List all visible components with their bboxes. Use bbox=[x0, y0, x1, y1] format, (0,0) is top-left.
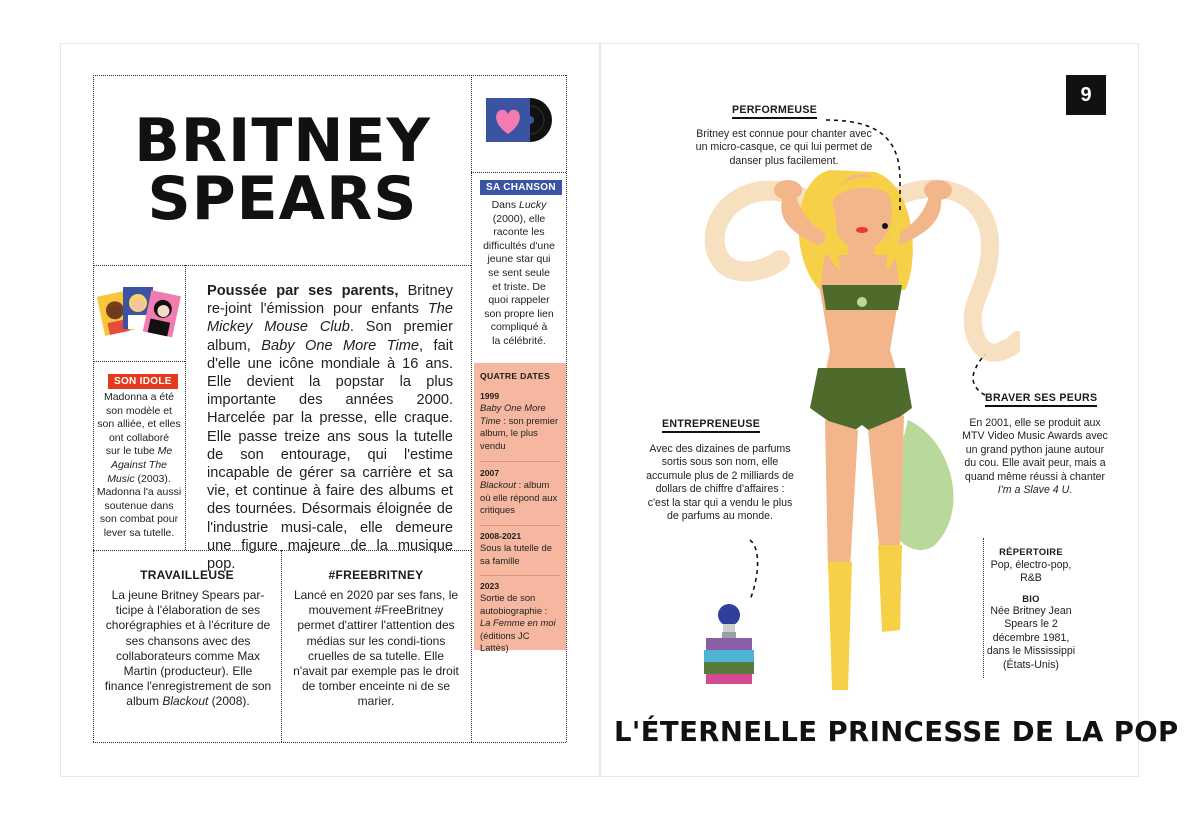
grid-line bbox=[93, 265, 471, 266]
grid-line bbox=[471, 75, 472, 742]
title-line-1: BRITNEY bbox=[134, 106, 431, 176]
quatre-dates-header: QUATRE DATES bbox=[480, 371, 551, 381]
title-line-2: SPEARS bbox=[147, 164, 418, 234]
performeuse-title: PERFORMEUSE bbox=[732, 104, 817, 119]
date-item: 2008-2021 Sous la tutelle de sa famille bbox=[480, 531, 552, 566]
callout-connectors bbox=[600, 100, 1140, 620]
date-separator bbox=[480, 525, 560, 526]
repertoire-text: Pop, électro-pop, R&B bbox=[990, 559, 1072, 585]
bio-text: Née Britney Jean Spears le 2 décembre 1981, dans le Mississippi (États-Unis) bbox=[986, 605, 1076, 671]
headline: L'ÉTERNELLE PRINCESSE DE LA POP bbox=[614, 716, 1179, 748]
entrepreneuse-title: ENTREPRENEUSE bbox=[662, 418, 760, 433]
heart-record-icon bbox=[485, 96, 557, 146]
date-item: 2007 Blackout : album où elle répond aux critiques bbox=[480, 468, 558, 516]
braver-ses-peurs-title: BRAVER SES PEURS bbox=[985, 392, 1097, 407]
quatre-dates-box bbox=[474, 363, 566, 654]
performeuse-text: Britney est connue pour chanter avec un micro-casque, ce qui lui permet de danser plus facilement. bbox=[695, 128, 873, 167]
entrepreneuse-text: Avec des dizaines de parfums sortis sous son nom, elle accumule plus de 2 milliards de dollars de chiffre d'affaires : c'est la star qui a vendu le plus de parfums au monde. bbox=[646, 443, 794, 523]
bio-divider bbox=[983, 538, 984, 678]
page-title bbox=[95, 106, 470, 234]
grid-line bbox=[93, 361, 185, 362]
date-item: 2023 Sortie de son autobiographie : La Femme en moi (éditions JC Lattès) bbox=[480, 581, 556, 654]
date-separator bbox=[480, 575, 560, 576]
grid-line bbox=[93, 742, 566, 743]
grid-line bbox=[281, 550, 282, 742]
sa-chanson-label: SA CHANSON bbox=[480, 180, 562, 195]
braver-ses-peurs-text: En 2001, elle se produit aux MTV Video Music Awards avec un grand python jaune autour du cou. Elle avait peur, mais a quand même réussi à chanter I'm a Slave 4 U. bbox=[962, 417, 1108, 497]
grid-line bbox=[93, 75, 94, 742]
date-item: 1999 Baby One More Time : son premier album, le plus vendu bbox=[480, 391, 559, 451]
repertoire-title: RÉPERTOIRE bbox=[999, 546, 1063, 557]
main-biography-text: Poussée par ses parents, Britney re-joint l'émission pour enfants The Mickey Mouse Club. Son premier album, Baby One More Time, fait d'elle une icône mondiale à 16 ans. Elle devient la popstar la plus importante des années 2000. Harcelée par la presse, elle craque. Elle passe treize ans sous la tutelle de son entourage, qui l'estime incapable de gérer sa carrière et sa vie, et continue à faire des albums et des tournées. Désormais éloignée de l'industrie musi-cale, elle demeure une figure majeure de la musique pop. bbox=[207, 283, 454, 573]
grid-line bbox=[566, 75, 567, 742]
bio-title: BIO bbox=[1022, 593, 1040, 604]
freebritney-title: #FREEBRITNEY bbox=[328, 568, 424, 582]
son-idole-text: Madonna a été son modèle et son alliée, et elles ont collaboré sur le tube Me Against The Music (2003). Madonna l'a aussi soutenue dans son combat pour lever sa tutelle. bbox=[96, 391, 182, 539]
travailleuse-text: La jeune Britney Spears par-ticipe à l'élaboration de ses chorégraphies et à l'écriture de ses chansons avec des collaborateurs comme Max Martin (producteur). Elle finance l'enregistrement de son album Blackout (2008). bbox=[104, 588, 272, 709]
sa-chanson-text: Dans Lucky (2000), elle raconte les difficultés d'une jeune star qui se sent seule et triste. De quoi rappeler son propre lien compliqué à la célébrité. bbox=[483, 199, 555, 347]
page-number: 9 bbox=[1066, 75, 1106, 115]
grid-line bbox=[93, 75, 566, 76]
portrait-cards-icon bbox=[97, 283, 183, 343]
date-separator bbox=[480, 461, 560, 462]
freebritney-text: Lancé en 2020 par ses fans, le mouvement #FreeBritney permet d'attirer l'attention des médias sur les condi-tions cruelles de sa tutelle. Elle n'avait par exemple pas le droit de tomber enceinte ni de se marier. bbox=[293, 588, 459, 709]
travailleuse-title: TRAVAILLEUSE bbox=[140, 568, 234, 582]
grid-line bbox=[471, 172, 566, 173]
grid-line bbox=[185, 265, 186, 550]
son-idole-label: SON IDOLE bbox=[108, 374, 178, 389]
